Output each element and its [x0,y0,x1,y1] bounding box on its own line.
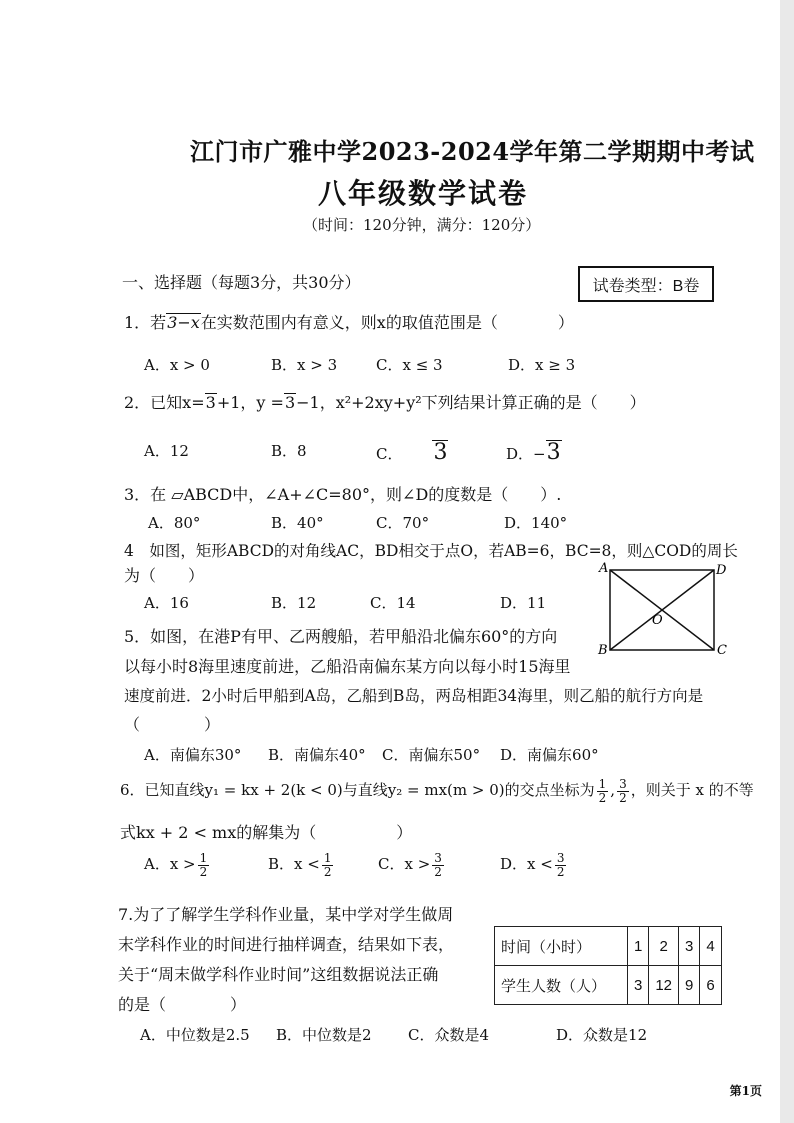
table-cell: 2 [649,927,679,966]
q2-mid: +1，y = [216,393,284,412]
q2-radical-1: 3 [205,393,216,412]
vertex-label-a: A [599,562,609,576]
question-4-line-1: 4 如图，矩形ABCD的对角线AC，BD相交于点O，若AB=6，BC=8，则△COD的周长 [124,542,738,560]
q1-option-b: B．x > 3 [271,356,338,374]
q7-option-c: C．众数是4 [408,1026,490,1044]
question-6-line-2: 式kx + 2 < mx的解集为（ ） [120,823,413,842]
exam-info: （时间：120分钟，满分：120分） [303,216,541,234]
q1-close: ） [557,313,574,332]
table-row [495,966,722,1005]
table-row-label: 学生人数（人） [495,966,628,1005]
vertex-label-c: C [717,643,727,658]
exam-title: 江门市广雅中学2023-2024学年第二学期期中考试 [190,137,755,166]
question-6-line-1: 6．已知直线y₁ = kx + 2(k < 0)与直线y₂ = mx(m > 0)的交点坐标为 $\frac{1}{2}$ , $\frac{3}{2}$ ，则关于 x 的不等 [120,777,754,805]
q6-pre: 6．已知直线y₁ = kx + 2(k < 0)与直线y₂ = mx(m > 0)的交点坐标为 [120,781,595,800]
question-4-line-2: 为（ ） [124,566,205,585]
table-row-label: 时间（小时） [495,927,628,966]
table-cell: 3 [679,927,700,966]
q1-option-d: D．x ≥ 3 [508,356,576,374]
question-7-line-3: 关于“周末做学科作业时间”这组数据说法正确 [118,965,439,984]
table-cell: 9 [679,966,700,1005]
q6-point-y: $\frac{3}{2}$ [619,777,627,805]
table-row [495,927,722,966]
q3-option-d: D．140° [504,514,568,532]
page-edge [780,0,794,1123]
q2-option-d: D．−3 [506,440,561,465]
q5-option-b: B．南偏东40° [268,746,366,764]
question-1 [124,310,574,333]
page-number: 第1页 [729,1084,762,1098]
q7-option-d: D．众数是12 [556,1026,648,1044]
q3-option-b: B．40° [271,514,324,532]
vertex-label-b: B [598,643,608,658]
q2-option-b: B．8 [271,442,307,460]
q5-option-d: D．南偏东60° [500,746,599,764]
q3-option-a: A．80° [148,514,201,532]
q7-option-a: A．中位数是2.5 [140,1026,250,1044]
q1-option-c: C．x ≤ 3 [376,356,443,374]
q6-option-d: D．x < $\frac{3}{2}$ [500,851,565,879]
q1-pre: 1．若 [124,313,167,332]
table-cell: 1 [628,927,649,966]
q2-option-d-radical: 3 [546,440,561,465]
q6-option-a: A．x > $\frac{1}{2}$ [144,851,208,879]
q7-option-b: B．中位数是2 [276,1026,372,1044]
question-7-line-2: 末学科作业的时间进行抽样调查，结果如下表， [118,935,455,954]
question-5-line-4: （ ） [124,715,221,734]
question-3: 3．在 ▱ABCD中，∠A+∠C=80°，则∠D的度数是（ ）. [124,485,562,504]
q2-radical-2: 3 [284,393,296,412]
question-5-line-3: 速度前进．2小时后甲船到A岛，乙船到B岛，两岛相距34海里，则乙船的航行方向是 [124,687,704,705]
q1-post: 在实数范围内有意义，则x的取值范围是（ [200,313,498,332]
question-2 [124,390,646,413]
vertex-label-d: D [716,563,727,578]
q4-option-a: A．16 [144,594,189,612]
exam-subtitle: 八年级数学试卷 [318,177,529,210]
q6-option-b: B．x < $\frac{1}{2}$ [268,851,332,879]
q5-option-a: A．南偏东30° [144,746,242,764]
question-5-line-2: 以每小时8海里速度前进，乙船沿南偏东某方向以每小时15海里 [124,657,571,676]
q2-pre: 2．已知x= [124,393,205,412]
q2-option-a: A．12 [144,442,189,460]
table-cell: 3 [628,966,649,1005]
q1-option-a: A．x > 0 [144,356,210,374]
section-heading: 一、选择题（每题3分，共30分） [122,273,361,292]
q2-option-c-radical: 3 [433,440,448,465]
question-7-line-4: 的是（ ） [118,995,247,1014]
rectangle-diagram [596,562,730,658]
homework-time-table [494,926,722,1005]
paper-type-box: 试卷类型：B卷 [578,266,714,302]
q1-radical: 3−x [167,313,200,332]
q4-option-b: B．12 [271,594,317,612]
q2-option-c: C． 3 [376,440,448,465]
q4-option-c: C．14 [370,594,416,612]
table-cell: 6 [700,966,721,1005]
table-cell: 12 [649,966,679,1005]
q6-option-c: C．x > $\frac{3}{2}$ [378,851,442,879]
question-7-line-1: 7.为了了解学生学科作业量，某中学对学生做周 [118,905,454,924]
q3-option-c: C．70° [376,514,430,532]
question-5-line-1: 5．如图，在港P有甲、乙两艘船，若甲船沿北偏东60°的方向 [124,627,558,646]
q5-option-c: C．南偏东50° [382,746,481,764]
center-label-o: O [652,613,663,628]
table-cell: 4 [700,927,721,966]
q2-post: −1，x²+2xy+y²下列结果计算正确的是（ ） [296,393,646,412]
q6-post: ，则关于 x 的不等 [630,781,754,800]
q4-option-d: D．11 [500,594,547,612]
q6-point-x: $\frac{1}{2}$ [598,777,607,805]
